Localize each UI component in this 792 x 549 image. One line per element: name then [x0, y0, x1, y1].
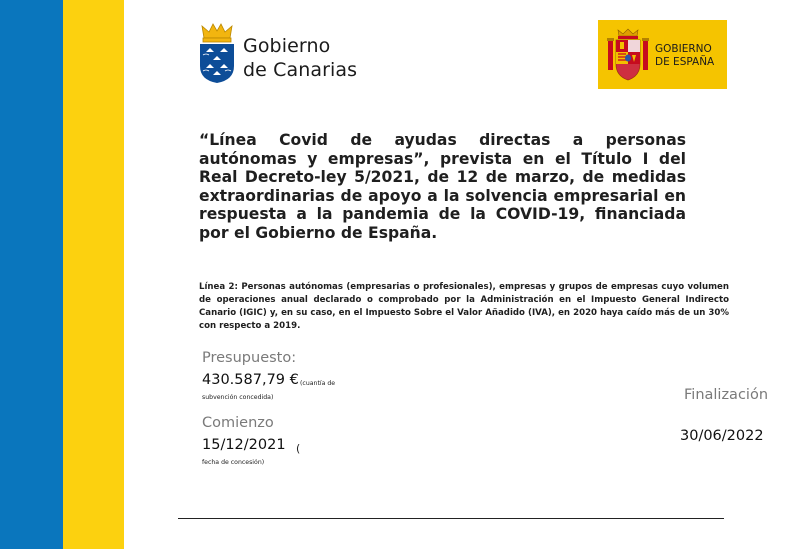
yellow-side-stripe: [63, 0, 124, 549]
document-headline: “Línea Covid de ayudas directas a personas autónomas y empresas”, prevista en el Título I del Real Decreto-ley 5/2021, de 12 de marzo, de medidas extraordinarias de apoyo a la solvencia empresarial en respuesta a la pandemia de la COVID-19, financiada por el Gobierno de España.: [199, 131, 686, 242]
gobierno-de-canarias-logo: [197, 22, 367, 86]
end-value: 30/06/2022: [680, 428, 764, 444]
line-2-description: Línea 2: Personas autónomas (empresarias o profesionales), empresas y grupos de empresas cuyo volumen de operaciones anual declarado o comprobado por la Administración en el Impuesto General Indirecto Canario (IGIC) y, en su caso, en el Impuesto Sobre el Valor Añadido (IVA), en 2020 haya caído más de un 30% con respecto a 2019.: [199, 282, 729, 331]
canarias-wordmark-line2: de Canarias: [243, 59, 358, 81]
bottom-divider: [178, 518, 724, 519]
canarias-wordmark: [243, 34, 357, 82]
budget-note: subvención concedida): [202, 394, 274, 401]
espana-wordmark: [655, 43, 714, 69]
start-note-mark: (: [296, 442, 301, 455]
start-note: fecha de concesión): [202, 459, 265, 466]
canarias-coat-of-arms-icon: [197, 22, 237, 84]
start-label: Comienzo: [202, 415, 274, 431]
start-value: 15/12/2021: [202, 437, 286, 453]
budget-label: Presupuesto:: [202, 350, 297, 366]
espana-wordmark-line1: GOBIERNO: [655, 43, 712, 55]
end-label: Finalización: [684, 387, 769, 403]
blue-side-stripe: [0, 0, 63, 549]
spain-coat-of-arms-icon: [606, 28, 650, 82]
budget-note-inline: (cuantía de: [300, 380, 336, 387]
canarias-wordmark-line1: Gobierno: [243, 35, 331, 57]
espana-wordmark-line2: DE ESPAÑA: [655, 56, 715, 68]
budget-value: 430.587,79 €: [202, 372, 299, 388]
gobierno-de-espana-logo: [598, 20, 727, 89]
